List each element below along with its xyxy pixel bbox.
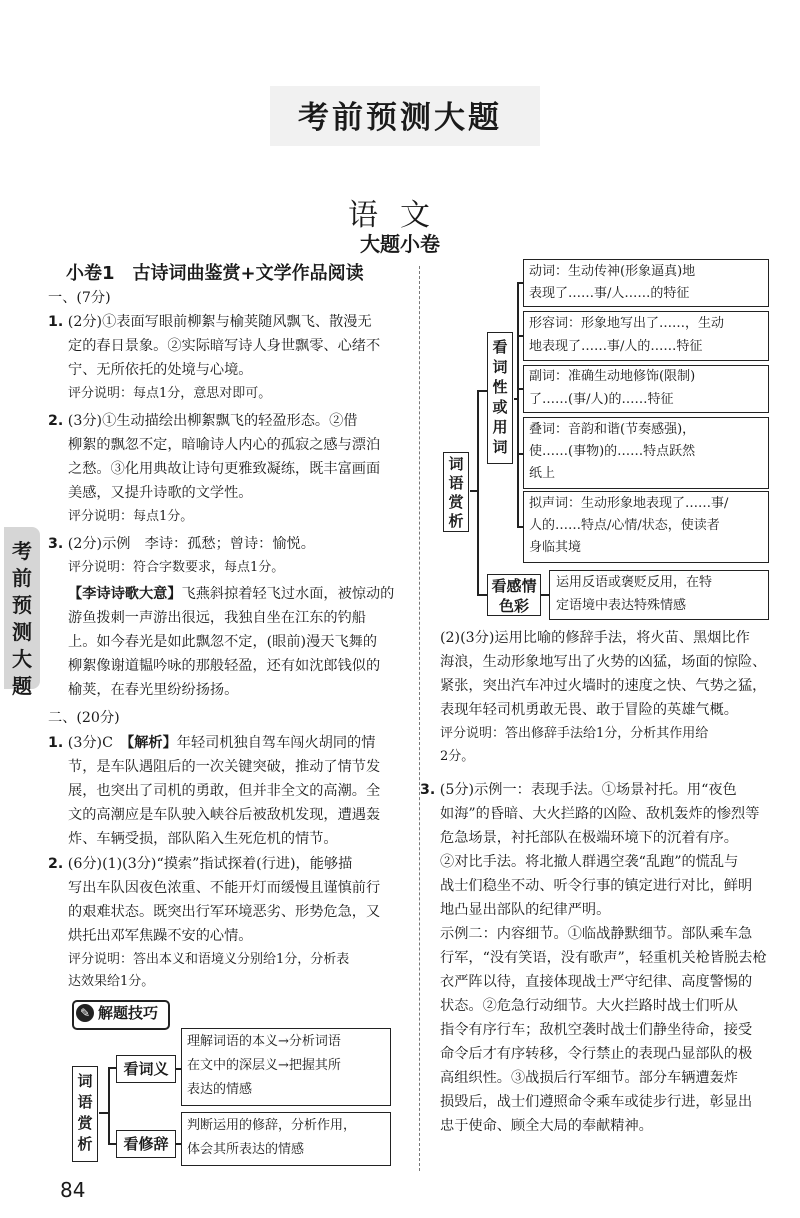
answer-line: 战士们稳坐不动、听令行事的镇定进行对比，鲜明 (440, 878, 753, 894)
tree-leaf-text: 动词：生动传神(形象逼真)地 (529, 264, 696, 279)
poem-summary-line: 游鱼拨刺一声游出很远，我独自坐在江东的钓船 (68, 610, 366, 626)
connector (541, 594, 549, 596)
column-divider (419, 266, 420, 1171)
tree-leaf-text: 形容词：形象地写出了……，生动 (529, 316, 725, 331)
tree-leaf-text: 表现了……事/人……的特征 (529, 286, 690, 301)
scoring-note: 评分说明：每点1分，意思对即可。 (68, 386, 272, 401)
answer-line: 行军，“没有笑语，没有歌声”，轻重机关枪皆脱去枪 (440, 950, 767, 966)
tree-leaf-text: 地表现了……事/人的……特征 (529, 339, 703, 354)
connector (108, 1067, 116, 1069)
answer-line: 指令有序行车；敌机空袭时战士们静坐待命，接受 (440, 1022, 753, 1038)
subtitle: 大题小卷 (360, 232, 440, 256)
poem-summary-line: 【李诗诗歌大意】飞燕斜掠着轻飞过水面，被惊动的 (68, 586, 395, 602)
poem-summary-line: 榆荚，在春光里纷纷扬扬。 (68, 682, 239, 698)
connector (477, 390, 479, 595)
answer-line: 文的高潮应是车队驶入峡谷后被敌机发现，遭遇轰 (68, 807, 381, 823)
answer-line: 忠于使命、顾全大局的奉献精神。 (440, 1118, 653, 1134)
answer-line: 示例二：内容细节。①临战静默细节。部队乘车急 (440, 926, 753, 942)
section-title: 小卷1 古诗词曲鉴赏+文学作品阅读 (66, 263, 364, 284)
poem-summary-line: 上。如今春光是如此飘忽不定，(眼前)漫天飞舞的 (68, 634, 378, 650)
tree-branch-word-class: 看 词 性 或 用 词 (487, 332, 513, 464)
answer-line: 命令后才有序转移，令行禁止的表现凸显部队的极 (440, 1046, 753, 1062)
tree-leaf-text: 纸上 (529, 466, 556, 481)
scoring-note: 评分说明：符合字数要求，每点1分。 (68, 560, 285, 575)
tips-label: 解题技巧 (98, 1004, 159, 1022)
tree-root-box: 词 语 赏 析 (443, 452, 469, 532)
answer-line: 烘托出邓军焦躁不安的心情。 (68, 928, 253, 944)
answer-line: 紧张，突出汽车冲过火墙时的速度之快、气势之猛， (440, 678, 767, 694)
tree-leaf-text: 定语境中表达特殊情感 (556, 598, 687, 613)
answer-line: 美感，又提升诗歌的文学性。 (68, 485, 253, 501)
question-group-1: 一、(7分) (48, 290, 111, 306)
tree-root-box: 词 语 赏 析 (72, 1066, 98, 1162)
question-group-2: 二、(20分) (48, 710, 120, 726)
tree-leaf-text: 人的……特点/心情/状态，使读者 (529, 518, 720, 533)
tree-leaf-text: 运用反语或褒贬反用，在特 (556, 575, 713, 590)
scoring-note: 评分说明：答出修辞手法给1分，分析其作用给 (440, 726, 709, 741)
answer-line: 表现年轻司机勇敢无畏、敢于冒险的英雄气概。 (440, 702, 738, 718)
answer-line: 衣严阵以待，直接体现战士严守纪律、高度警惕的 (440, 974, 753, 990)
answer-line: 定的春日景象。②实际暗写诗人身世飘零、心绪不 (68, 338, 381, 354)
answer-line: 危急场景，衬托部队在极端环境下的沉着有序。 (440, 830, 738, 846)
key-icon: ✎ (76, 1004, 94, 1022)
scoring-note: 2分。 (440, 749, 475, 764)
tree-leaf-text: 叠词：音韵和谐(节奏感强)， (529, 422, 696, 437)
poem-summary-line: 柳絮像谢道韫吟咏的那般轻盈，还有如沈郎钱似的 (68, 658, 381, 674)
answer-line: 1. (2分)①表面写眼前柳絮与榆荚随风飘飞、散漫无 (48, 314, 372, 330)
answer-line: 的艰难状态。既突出行军环境恶劣、形势危急，又 (68, 904, 381, 920)
connector (477, 390, 487, 392)
connector (108, 1067, 110, 1144)
side-tab-label: 考 前 预 测 大 题 (12, 539, 32, 698)
answer-line: 炸、车辆受损，部队陷入生死危机的情节。 (68, 831, 338, 847)
answer-line: 节，是车队遇阻后的一次关键突破，推动了情节发 (68, 759, 381, 775)
tree-leaf-text: 了……(事/人)的……特征 (529, 392, 674, 407)
answer-line: 写出车队因夜色浓重、不能开灯而缓慢且谨慎前行 (68, 880, 381, 896)
subject-heading: 语文 (348, 198, 452, 233)
answer-line: 宁、无所依托的处境与心境。 (68, 362, 253, 378)
answer-line: 展，也突出了司机的勇敢，但并非全文的高潮。全 (68, 783, 381, 799)
answer-line: 如海”的昏暗、大火拦路的凶险、敌机轰炸的惨烈等 (440, 806, 760, 822)
tree-leaf-text: 使……(事物)的……特点跃然 (529, 444, 696, 459)
scoring-note: 评分说明：答出本义和语境义分别给1分，分析表 (68, 952, 350, 967)
tree-leaf-text: 理解词语的本义→分析词语 (187, 1034, 341, 1049)
tree-branch-emotion: 看感情色彩 (487, 574, 541, 616)
page-number: 84 (60, 1178, 86, 1202)
tree-branch-word-meaning: 看词义 (116, 1055, 176, 1083)
scoring-note: 达效果给1分。 (68, 974, 155, 989)
tree-leaf-text: 在文中的深层义→把握其所 (187, 1058, 341, 1073)
page-title: 考前预测大题 (298, 100, 502, 136)
answer-line: (2)(3分)运用比喻的修辞手法，将火苗、黑烟比作 (440, 630, 750, 646)
tree-leaf-text: 身临其境 (529, 540, 582, 555)
answer-line: ②对比手法。将北撤人群遇空袭“乱跑”的慌乱与 (440, 854, 739, 870)
answer-line: 状态。②危急行动细节。大火拦路时战士们听从 (440, 998, 738, 1014)
tree-leaf-text: 拟声词：生动形象地表现了……事/ (529, 496, 729, 511)
tree-branch-rhetoric: 看修辞 (116, 1130, 176, 1158)
answer-line: 海浪，生动形象地写出了火势的凶猛，场面的惊险、 (440, 654, 767, 670)
answer-line: 之愁。③化用典故让诗句更雅致凝练，既丰富画面 (68, 461, 381, 477)
answer-line: 2. (3分)①生动描绘出柳絮飘飞的轻盈形态。②借 (48, 413, 358, 429)
answer-line: 高组织性。③战损后行军细节。部分车辆遭轰炸 (440, 1070, 738, 1086)
answer-line: 地凸显出部队的纪律严明。 (440, 902, 611, 918)
answer-line: 损毁后，战士们遵照命令乘车或徒步行进，彰显出 (440, 1094, 753, 1110)
answer-line: 2. (6分)(1)(3分)“摸索”指试探着(行进)，能够描 (48, 856, 353, 872)
scoring-note: 评分说明：每点1分。 (68, 509, 194, 524)
connector (108, 1143, 116, 1145)
tree-leaf-text: 体会其所表达的情感 (187, 1142, 305, 1157)
answer-line: 3. (5分)示例一：表现手法。①场景衬托。用“夜色 (420, 782, 737, 798)
connector (517, 282, 519, 527)
answer-line: 1. (3分)C 【解析】年轻司机独自驾车闯火胡同的情 (48, 735, 376, 751)
answer-line: 3. (2分)示例 李诗：孤愁；曾诗：愉悦。 (48, 536, 315, 552)
tree-leaf-text: 表达的情感 (187, 1082, 253, 1097)
tree-leaf-text: 副词：准确生动地修饰(限制) (529, 369, 696, 384)
answer-line: 柳絮的飘忽不定，暗喻诗人内心的孤寂之感与漂泊 (68, 437, 381, 453)
tree-leaf-text: 判断运用的修辞，分析作用， (187, 1118, 357, 1133)
connector (477, 594, 487, 596)
